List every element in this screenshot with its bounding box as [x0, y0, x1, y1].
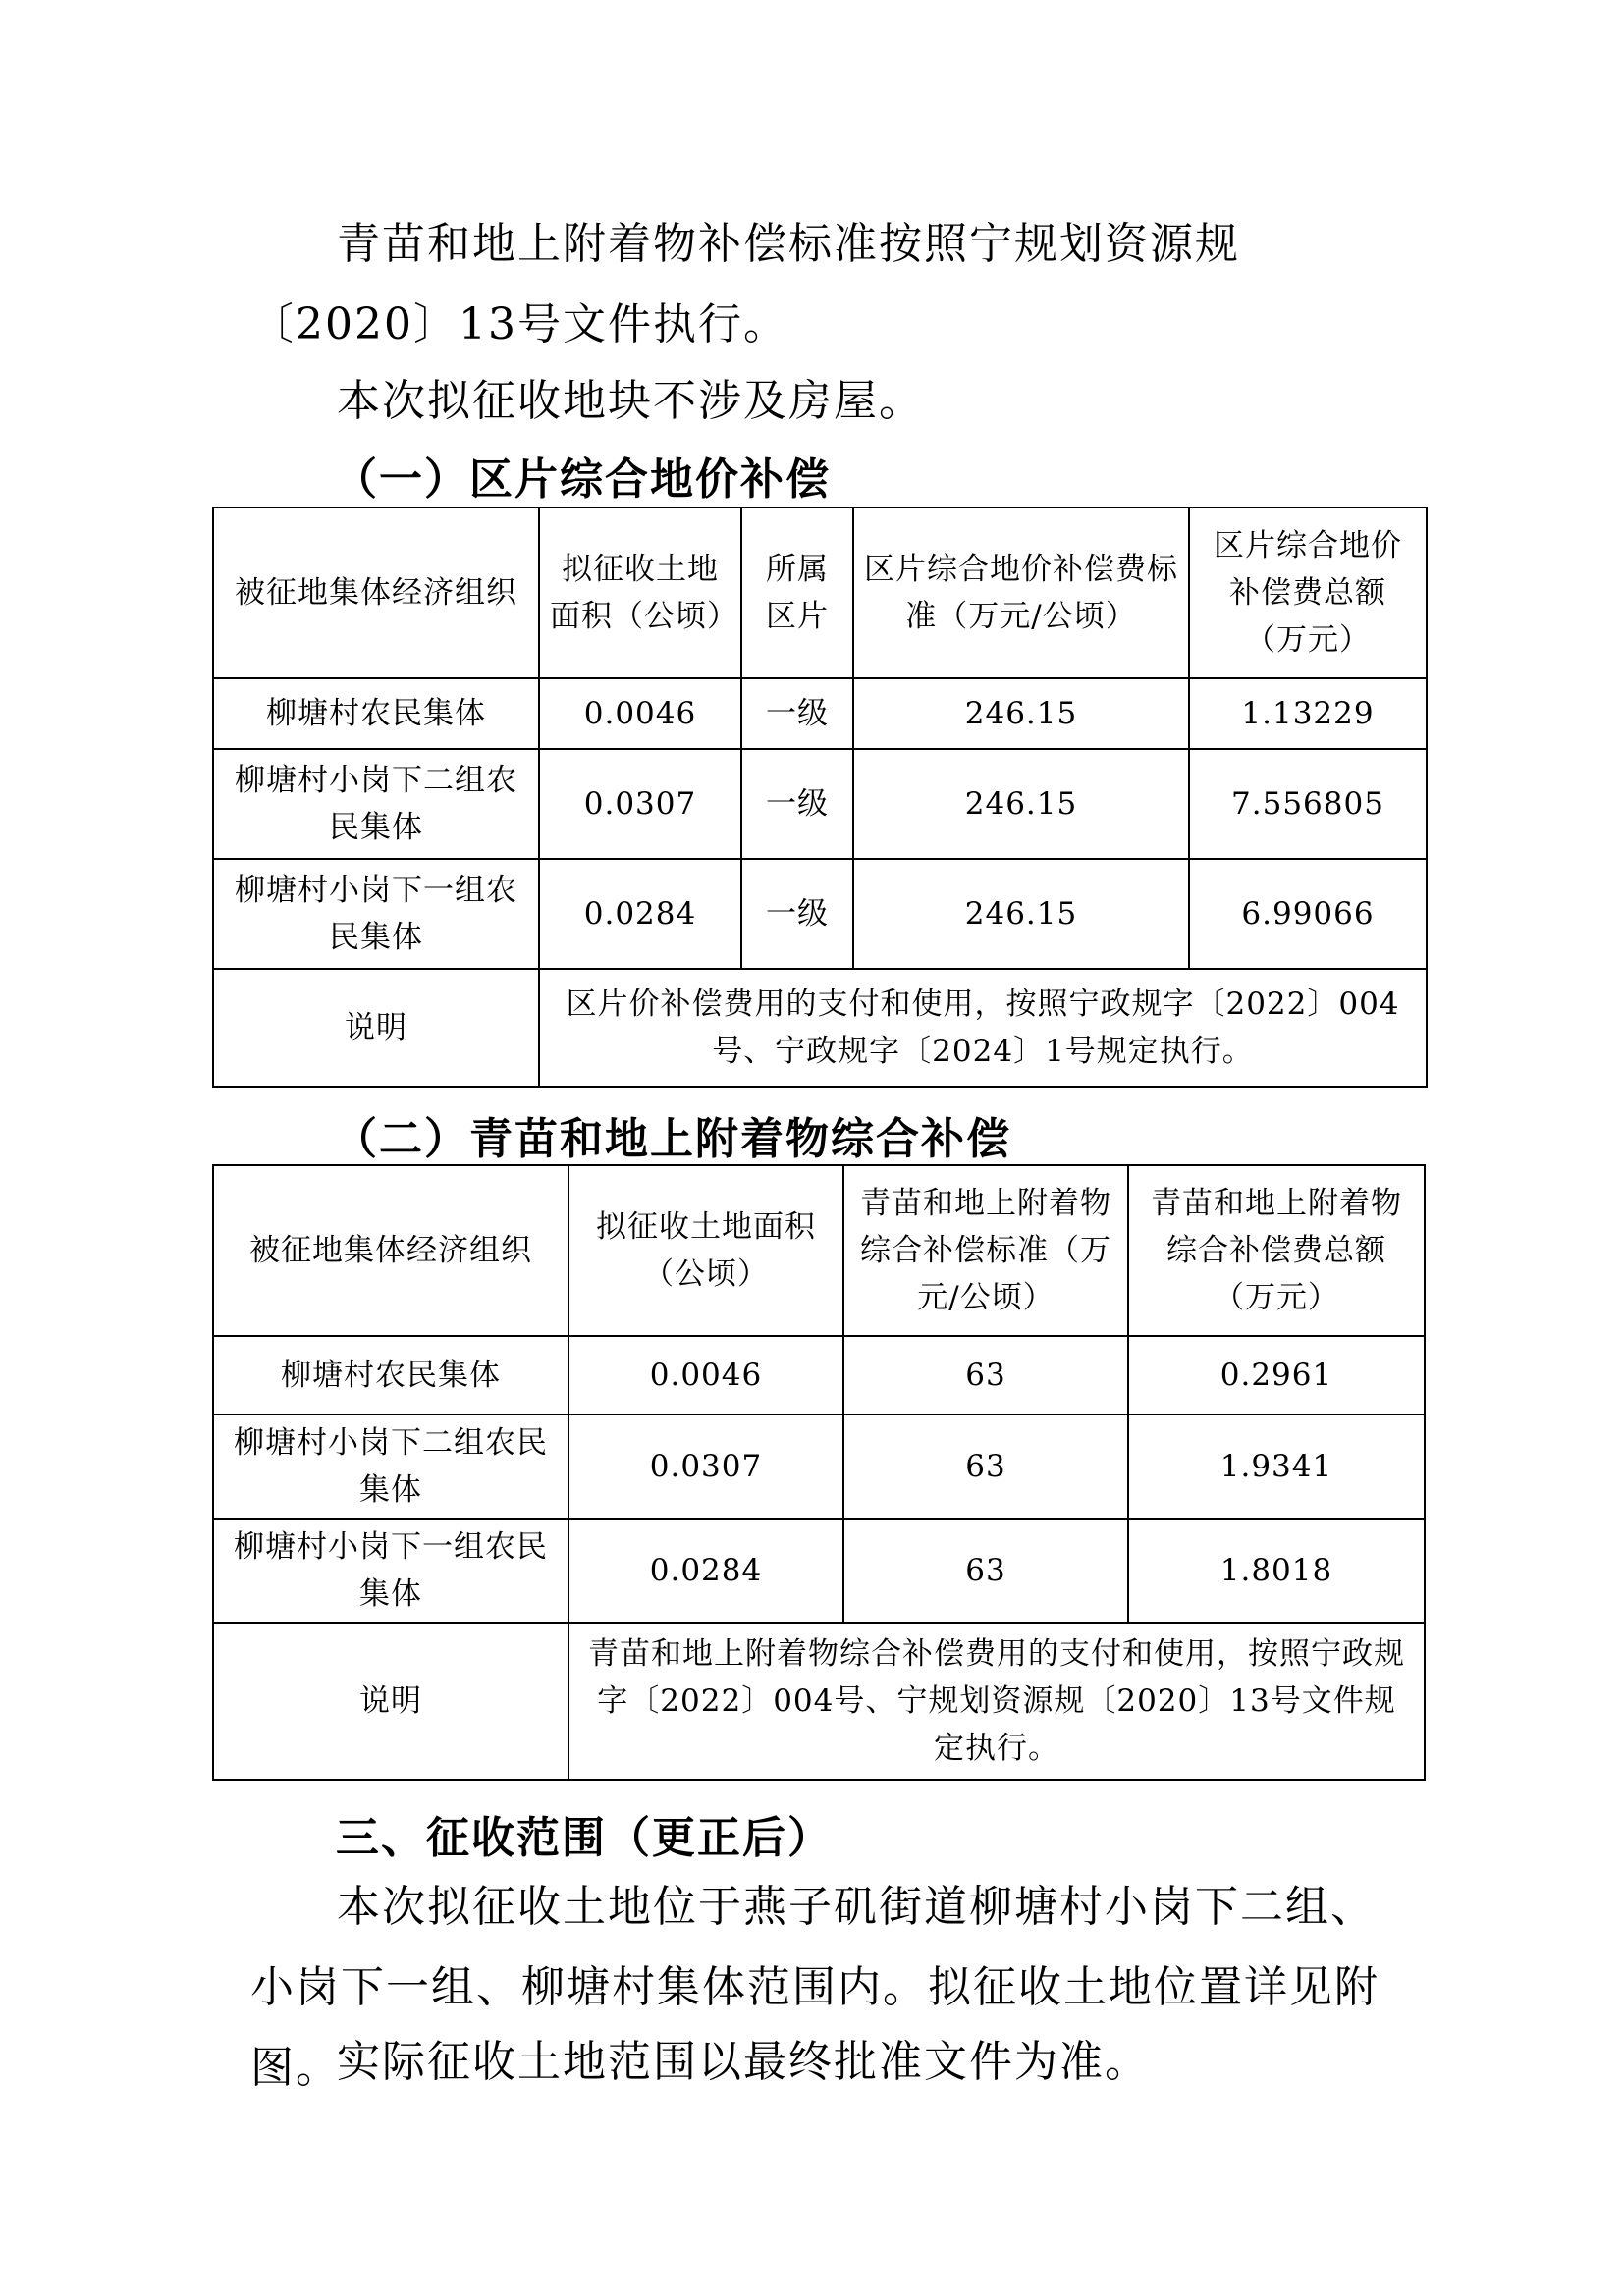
cell-standard: 63	[843, 1519, 1128, 1623]
paragraph-no-houses: 本次拟征收地块不涉及房屋。	[337, 376, 924, 426]
table-row	[213, 1415, 1425, 1519]
cell-total: 1.8018	[1128, 1519, 1425, 1623]
cell-org: 柳塘村小岗下二组农民集体	[213, 1415, 568, 1519]
cell-org: 柳塘村小岗下二组农民集体	[213, 749, 539, 859]
cell-zone: 一级	[741, 749, 853, 859]
section-heading-scope: 三、征收范围（更正后）	[336, 1813, 833, 1863]
header-org: 被征地集体经济组织	[213, 507, 539, 678]
table-note-row	[213, 1623, 1425, 1780]
table-header-row	[213, 507, 1427, 678]
seedling-compensation-table	[212, 1164, 1426, 1781]
cell-standard: 63	[843, 1336, 1128, 1415]
paragraph-seedling-standard: 青苗和地上附着物补偿标准按照宁规划资源规〔2020〕13号文件执行。	[250, 219, 1240, 349]
cell-area: 0.0046	[539, 678, 741, 749]
cell-total: 1.9341	[1128, 1415, 1425, 1519]
cell-area: 0.0307	[539, 749, 741, 859]
cell-total: 6.99066	[1189, 859, 1427, 969]
table-row	[213, 1519, 1425, 1623]
zone-price-table	[212, 507, 1428, 1088]
section-heading-zone-price: （一）区片综合地价补偿	[334, 454, 831, 505]
header-area: 拟征收土地面积（公顷）	[539, 507, 741, 678]
note-label: 说明	[213, 969, 539, 1087]
header-standard: 区片综合地价补偿费标准（万元/公顷）	[853, 507, 1189, 678]
cell-org: 柳塘村农民集体	[213, 1336, 568, 1415]
table-row	[213, 678, 1427, 749]
cell-area: 0.0307	[568, 1415, 843, 1519]
header-total: 区片综合地价补偿费总额（万元）	[1189, 507, 1427, 678]
table-row	[213, 749, 1427, 859]
cell-area: 0.0046	[568, 1336, 843, 1415]
table-row	[213, 1336, 1425, 1415]
header-org: 被征地集体经济组织	[213, 1165, 568, 1336]
table-note-row	[213, 969, 1427, 1087]
cell-standard: 63	[843, 1415, 1128, 1519]
cell-standard: 246.15	[853, 678, 1189, 749]
table-header-row	[213, 1165, 1425, 1336]
note-label: 说明	[213, 1623, 568, 1780]
cell-org: 柳塘村小岗下一组农民集体	[213, 1519, 568, 1623]
cell-zone: 一级	[741, 859, 853, 969]
header-standard: 青苗和地上附着物综合补偿标准（万元/公顷）	[843, 1165, 1128, 1336]
note-text: 青苗和地上附着物综合补偿费用的支付和使用，按照宁政规字〔2022〕004号、宁规划资源规〔2020〕13号文件规定执行。	[568, 1623, 1425, 1780]
cell-total: 7.556805	[1189, 749, 1427, 859]
paragraph-scope-final: 实际征收土地范围以最终批准文件为准。	[337, 2037, 1150, 2087]
paragraph-scope-location: 本次拟征收土地位于燕子矶街道柳塘村小岗下二组、小岗下一组、柳塘村集体范围内。拟征收土地位置详见附图。	[250, 1882, 1380, 2093]
cell-total: 1.13229	[1189, 678, 1427, 749]
table-row	[213, 859, 1427, 969]
cell-area: 0.0284	[539, 859, 741, 969]
header-zone: 所属区片	[741, 507, 853, 678]
header-area: 拟征收土地面积（公顷）	[568, 1165, 843, 1336]
cell-standard: 246.15	[853, 749, 1189, 859]
cell-area: 0.0284	[568, 1519, 843, 1623]
cell-standard: 246.15	[853, 859, 1189, 969]
cell-org: 柳塘村小岗下一组农民集体	[213, 859, 539, 969]
section-heading-seedling-compensation: （二）青苗和地上附着物综合补偿	[334, 1114, 1011, 1164]
cell-org: 柳塘村农民集体	[213, 678, 539, 749]
cell-total: 0.2961	[1128, 1336, 1425, 1415]
cell-zone: 一级	[741, 678, 853, 749]
note-text: 区片价补偿费用的支付和使用，按照宁政规字〔2022〕004号、宁政规字〔2024〕1号规定执行。	[539, 969, 1427, 1087]
header-total: 青苗和地上附着物综合补偿费总额（万元）	[1128, 1165, 1425, 1336]
